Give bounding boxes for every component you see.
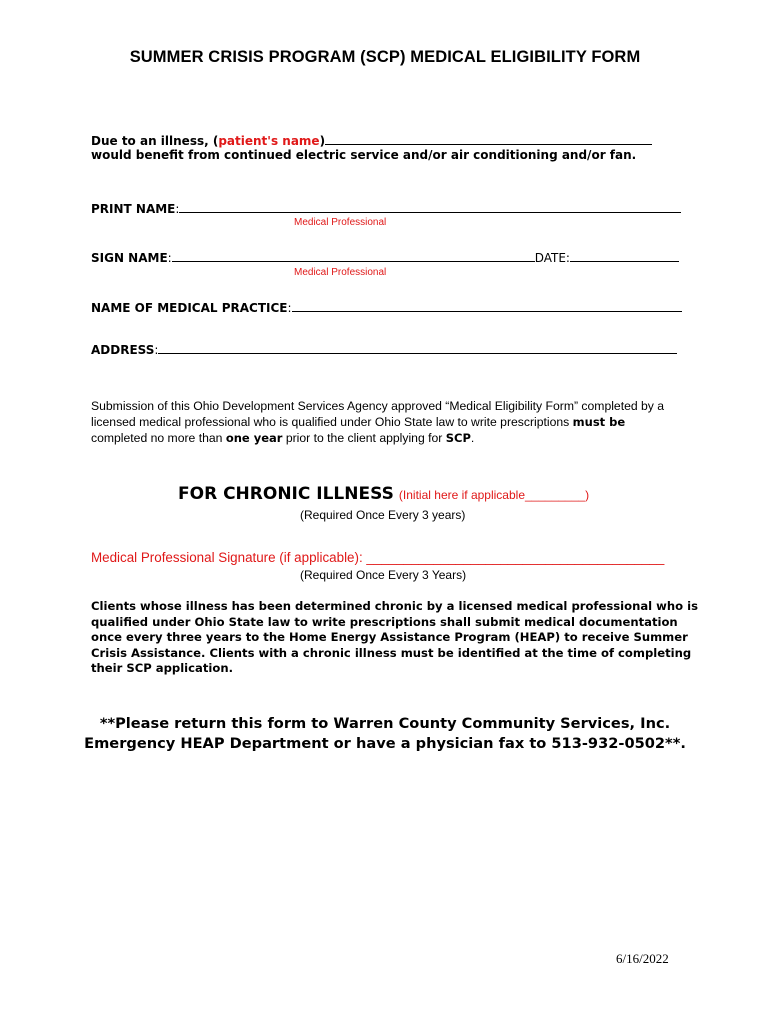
practice-label: NAME OF MEDICAL PRACTICE <box>91 301 288 315</box>
practice-field[interactable] <box>292 300 682 312</box>
required-note-2: (Required Once Every 3 Years) <box>300 568 467 582</box>
illness-line2: would benefit from continued electric service and/or air conditioning and/or fan. <box>91 148 637 162</box>
sign-name-field[interactable] <box>172 250 535 262</box>
return-instructions: **Please return this form to Warren County Community Services, Inc. Emergency HEAP Department or have a physician fax to 513-932-0502**. <box>84 715 686 752</box>
sign-name-hint: Medical Professional <box>294 267 387 278</box>
sign-name-label: SIGN NAME <box>91 251 168 265</box>
print-name-row: PRINT NAME: <box>91 201 681 216</box>
print-name-field[interactable] <box>179 201 681 213</box>
submission-paragraph: Submission of this Ohio Development Services Agency approved “Medical Eligibility Form” completed by a licensed medical professional who is qualified under Ohio State law to write prescriptions must be completed no more than one year prior to the client applying for SCP. <box>91 399 665 445</box>
illness-statement <box>91 133 652 148</box>
sign-name-row: SIGN NAME: DATE: <box>91 250 679 265</box>
address-row: ADDRESS: <box>91 342 677 357</box>
date-field[interactable] <box>570 250 679 262</box>
revision-date: 6/16/2022 <box>616 951 669 966</box>
chronic-clients-paragraph: Clients whose illness has been determined chronic by a licensed medical professional who is qualified under Ohio State law to write prescriptions shall submit medical documentation once every three years to the Home Energy Assistance Program (HEAP) to receive Summer Crisis Assistance. Clients with a chronic illness must be identified at the time of completing their SCP application. <box>91 599 698 676</box>
initial-prompt: (Initial here if applicable_________) <box>398 488 590 502</box>
illness-suffix: ) <box>319 134 326 148</box>
date-label: DATE: <box>534 251 570 265</box>
chronic-illness-row <box>178 484 589 504</box>
print-name-hint: Medical Professional <box>294 217 387 228</box>
address-label: ADDRESS <box>91 343 155 357</box>
chronic-signature-label: Medical Professional Signature (if applicable): <box>91 550 367 565</box>
form-title: SUMMER CRISIS PROGRAM (SCP) MEDICAL ELIGIBILITY FORM <box>129 48 641 66</box>
practice-row: NAME OF MEDICAL PRACTICE: <box>91 300 682 315</box>
address-field[interactable] <box>158 342 677 354</box>
required-note-1: (Required Once Every 3 years) <box>300 508 466 522</box>
chronic-illness-heading: FOR CHRONIC ILLNESS <box>178 484 394 504</box>
illness-prefix: Due to an illness, ( <box>91 134 219 148</box>
patient-name-label: patient's name <box>218 134 320 148</box>
patient-name-field[interactable] <box>325 133 652 145</box>
chronic-signature-row <box>91 550 664 565</box>
initial-field[interactable]: _________ <box>525 488 586 502</box>
chronic-signature-field[interactable]: ________________________________________ <box>366 550 665 565</box>
print-name-label: PRINT NAME <box>91 202 176 216</box>
